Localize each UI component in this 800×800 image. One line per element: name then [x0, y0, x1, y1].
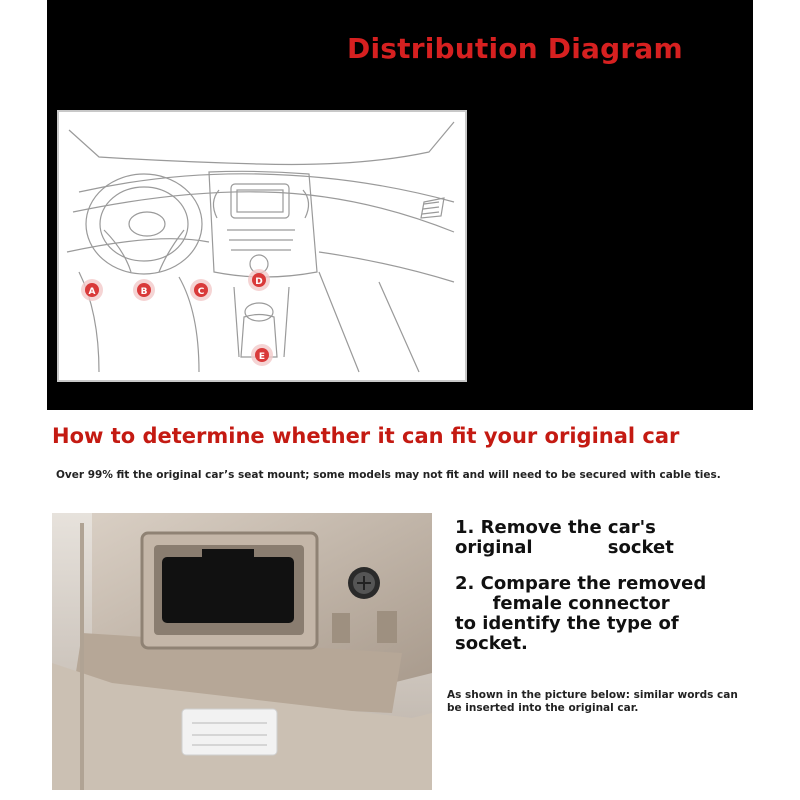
- step-2-line-1: 2. Compare the removed: [455, 573, 707, 594]
- car-interior-diagram: [57, 110, 467, 382]
- marker-b: [133, 279, 155, 301]
- section-note: Over 99% fit the original car’s seat mount; some models may not fit and will need to be secured with cable ties.: [56, 469, 721, 481]
- marker-c: [190, 279, 212, 301]
- step-2-line-4: socket.: [455, 633, 528, 654]
- socket-illustration: [52, 513, 432, 790]
- step-2: [455, 574, 755, 654]
- socket-photo: [52, 513, 432, 790]
- step-2-line-3: to identify the type of: [455, 613, 679, 634]
- marker-e: [251, 344, 273, 366]
- marker-a-label: A: [88, 287, 96, 297]
- step-1: [455, 518, 755, 558]
- top-panel: [47, 0, 753, 410]
- marker-b-label: B: [140, 287, 148, 297]
- section-title: How to determine whether it can fit your original car: [52, 424, 680, 448]
- marker-d-label: D: [255, 277, 263, 287]
- marker-c-label: C: [197, 287, 205, 297]
- marker-e-label: E: [258, 352, 266, 362]
- dashboard-sketch: [59, 112, 465, 380]
- marker-a: [81, 279, 103, 301]
- page-title: Distribution Diagram: [347, 32, 683, 65]
- caption-note: As shown in the picture below: similar words can be inserted into the original car.: [447, 689, 738, 714]
- step-1-line-2: original socket: [455, 537, 674, 558]
- step-1-line-1: 1. Remove the car's: [455, 517, 656, 538]
- step-2-line-2: female connector: [455, 593, 670, 614]
- instruction-steps: [455, 518, 755, 670]
- marker-d: [248, 269, 270, 291]
